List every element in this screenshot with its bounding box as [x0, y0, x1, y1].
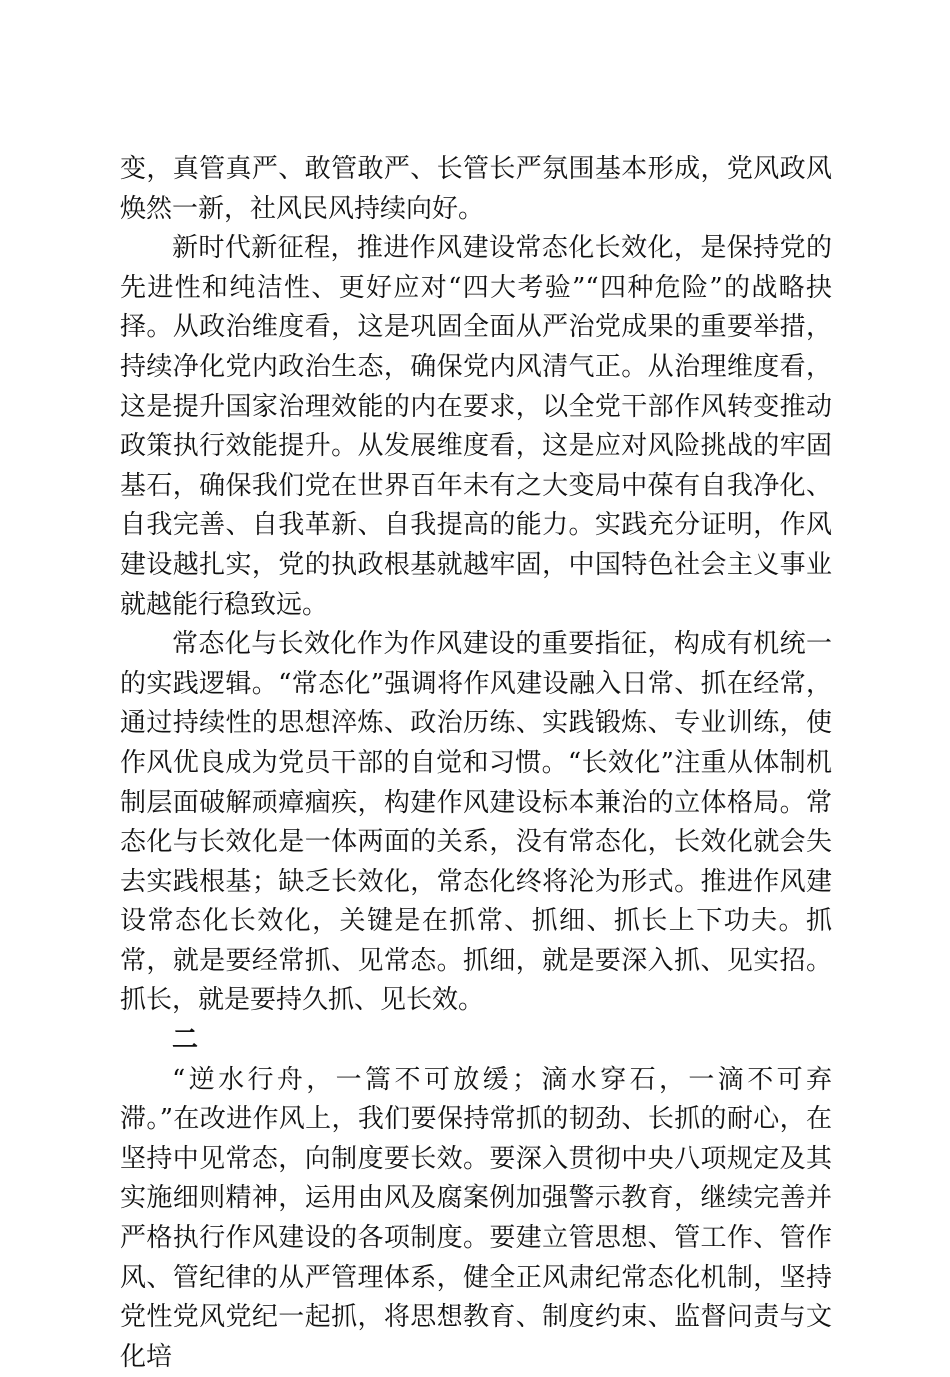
- document-page: [120, 150, 832, 1377]
- section-heading-text: 二: [172, 1025, 199, 1056]
- paragraph-logic: 常态化与长效化作为作风建设的重要指征，构成有机统一的实践逻辑。“常态化”强调将作风建设融入日常、抓在经常，通过持续性的思想淬炼、政治历练、实践锻炼、专业训练，使作风优良成为党员干部的自觉和习惯。“长效化”注重从体制机制层面破解顽瘴痼疾，构建作风建设标本兼治的立体格局。常态化与长效化是一体两面的关系，没有常态化，长效化就会失去实践根基；缺乏长效化，常态化终将沦为形式。推进作风建设常态化长效化，关键是在抓常、抓细、抓长上下功夫。抓常，就是要经常抓、见常态。抓细，就是要深入抓、见实招。抓长，就是要持久抓、见长效。: [120, 629, 832, 1016]
- paragraph-measures: “逆水行舟，一篙不可放缓；滴水穿石，一滴不可弃滞。”在改进作风上，我们要保持常抓的韧劲、长抓的耐心，在坚持中见常态，向制度要长效。要深入贯彻中央八项规定及其实施细则精神，运用由风及腐案例加强警示教育，继续完善并严格执行作风建设的各项制度。要建立管思想、管工作、管作风、管纪律的从严管理体系，健全正风肃纪常态化机制，坚持党性党风党纪一起抓，将思想教育、制度约束、监督问责与文化培: [120, 1064, 832, 1372]
- section-heading: [120, 1021, 832, 1061]
- paragraph-significance: 新时代新征程，推进作风建设常态化长效化，是保持党的先进性和纯洁性、更好应对“四大考验”“四种危险”的战略抉择。从政治维度看，这是巩固全面从严治党成果的重要举措，持续净化党内政治生态，确保党内风清气正。从治理维度看，这是提升国家治理效能的内在要求，以全党干部作风转变推动政策执行效能提升。从发展维度看，这是应对风险挑战的牢固基石，确保我们党在世界百年未有之大变局中葆有自我净化、自我完善、自我革新、自我提高的能力。实践充分证明，作风建设越扎实，党的执政根基就越牢固，中国特色社会主义事业就越能行稳致远。: [120, 233, 832, 620]
- paragraph-continued: 变，真管真严、敢管敢严、长管长严氛围基本形成，党风政风焕然一新，社风民风持续向好。: [120, 154, 832, 224]
